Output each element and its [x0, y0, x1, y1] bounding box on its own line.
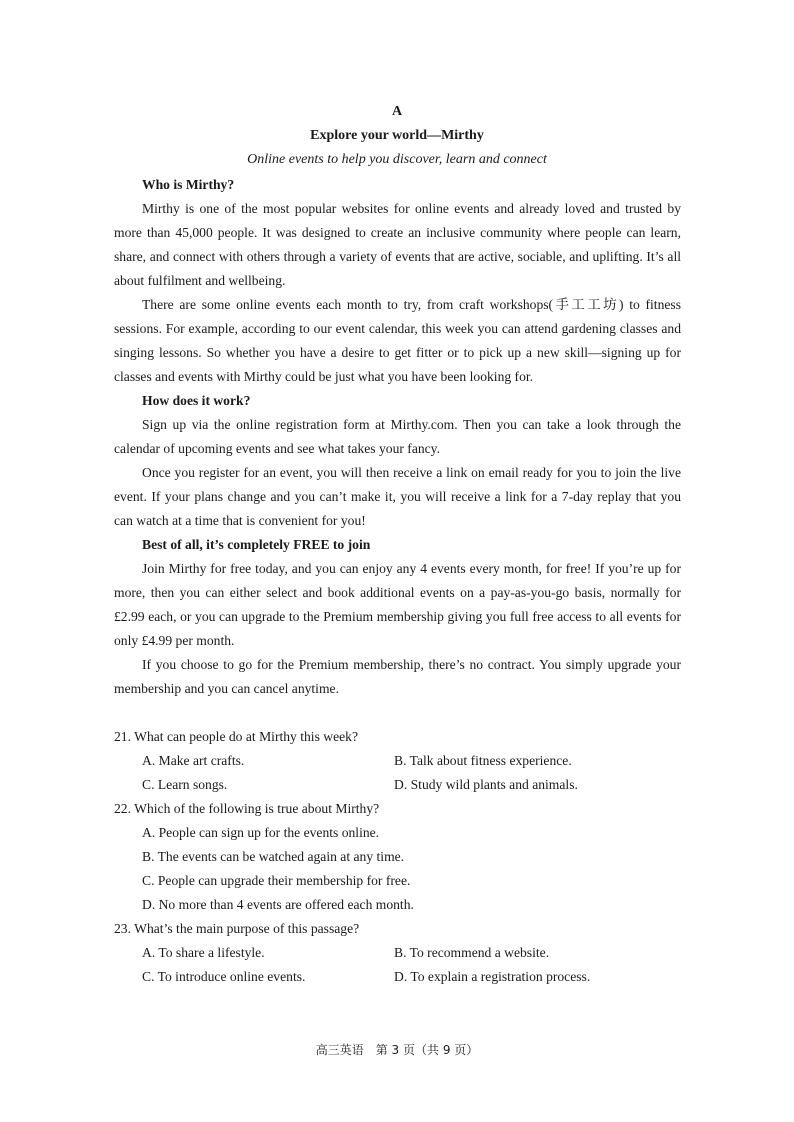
heading-who-is-mirthy: Who is Mirthy? — [142, 177, 235, 192]
passage-title: Explore your world—Mirthy — [310, 128, 484, 143]
question-21-options-row-1 — [114, 749, 681, 773]
question-21-options-row-2 — [114, 773, 681, 797]
paragraph-3: Sign up via the online registration form at Mirthy.com. Then you can take a look through the calendar of upcoming events and see what takes your fancy. — [114, 417, 681, 456]
paragraph-6: If you choose to go for the Premium membership, there’s no contract. You simply upgrade your membership and you can cancel anytime. — [114, 657, 681, 696]
question-21-option-c: C. Learn songs. — [142, 777, 228, 792]
question-23-option-c: C. To introduce online events. — [142, 969, 306, 984]
question-23-stem: 23. What’s the main purpose of this passage? — [114, 921, 360, 936]
question-23-option-d: D. To explain a registration process. — [394, 969, 591, 984]
question-23-options-row-2 — [114, 965, 681, 989]
question-23-options-row-1 — [114, 941, 681, 965]
page-footer: 高三英语 第 3 页（共 9 页） — [315, 1043, 479, 1057]
paragraph-5: Join Mirthy for free today, and you can enjoy any 4 events every month, for free! If you’re up for more, then you can either select and book additional events on a pay-as-you-go basis, normally for £2.99 each, or you can upgrade to the Premium membership giving you full free access to all events for only £4.99 per month. — [114, 561, 681, 648]
question-21-option-b: B. Talk about fitness experience. — [394, 753, 572, 768]
passage-subtitle: Online events to help you discover, learn and connect — [247, 152, 547, 167]
section-letter: A — [391, 104, 403, 119]
question-23-option-a: A. To share a lifestyle. — [142, 945, 265, 960]
question-21-option-d: D. Study wild plants and animals. — [394, 777, 578, 792]
question-22-option-a: A. People can sign up for the events online. — [142, 825, 380, 840]
paragraph-4: Once you register for an event, you will then receive a link on email ready for you to join the live event. If your plans change and you can’t make it, you will receive a link for a 7-day replay that you can watch at a time that is convenient for you! — [114, 465, 681, 528]
question-22-stem: 22. Which of the following is true about Mirthy? — [114, 801, 380, 816]
question-21-option-a: A. Make art crafts. — [142, 753, 245, 768]
question-22-option-b: B. The events can be watched again at any time. — [142, 849, 405, 864]
heading-how-does-it-work: How does it work? — [142, 393, 251, 408]
paragraph-1: Mirthy is one of the most popular websites for online events and already loved and trusted by more than 45,000 people. It was designed to create an inclusive community where people can learn, share, and connect with others through a variety of events that are active, sociable, and uplifting. It’s all about fulfilment and wellbeing. — [114, 201, 681, 288]
passage-body — [114, 173, 681, 701]
question-22-option-d: D. No more than 4 events are offered each month. — [142, 897, 414, 912]
question-21-stem: 21. What can people do at Mirthy this week? — [114, 729, 358, 744]
question-22-option-c: C. People can upgrade their membership for free. — [142, 873, 411, 888]
heading-free-to-join: Best of all, it’s completely FREE to join — [142, 537, 371, 552]
question-list — [114, 725, 681, 989]
question-23-option-b: B. To recommend a website. — [394, 945, 550, 960]
paragraph-2: There are some online events each month to try, from craft workshops(手工工坊) to fitness sessions. For example, according to our event calendar, this week you can attend gardening classes and singing lessons. So whether you have a desire to get fitter or to pick up a new skill—signing up for classes and events with Mirthy could be just what you have been looking for. — [114, 297, 681, 384]
